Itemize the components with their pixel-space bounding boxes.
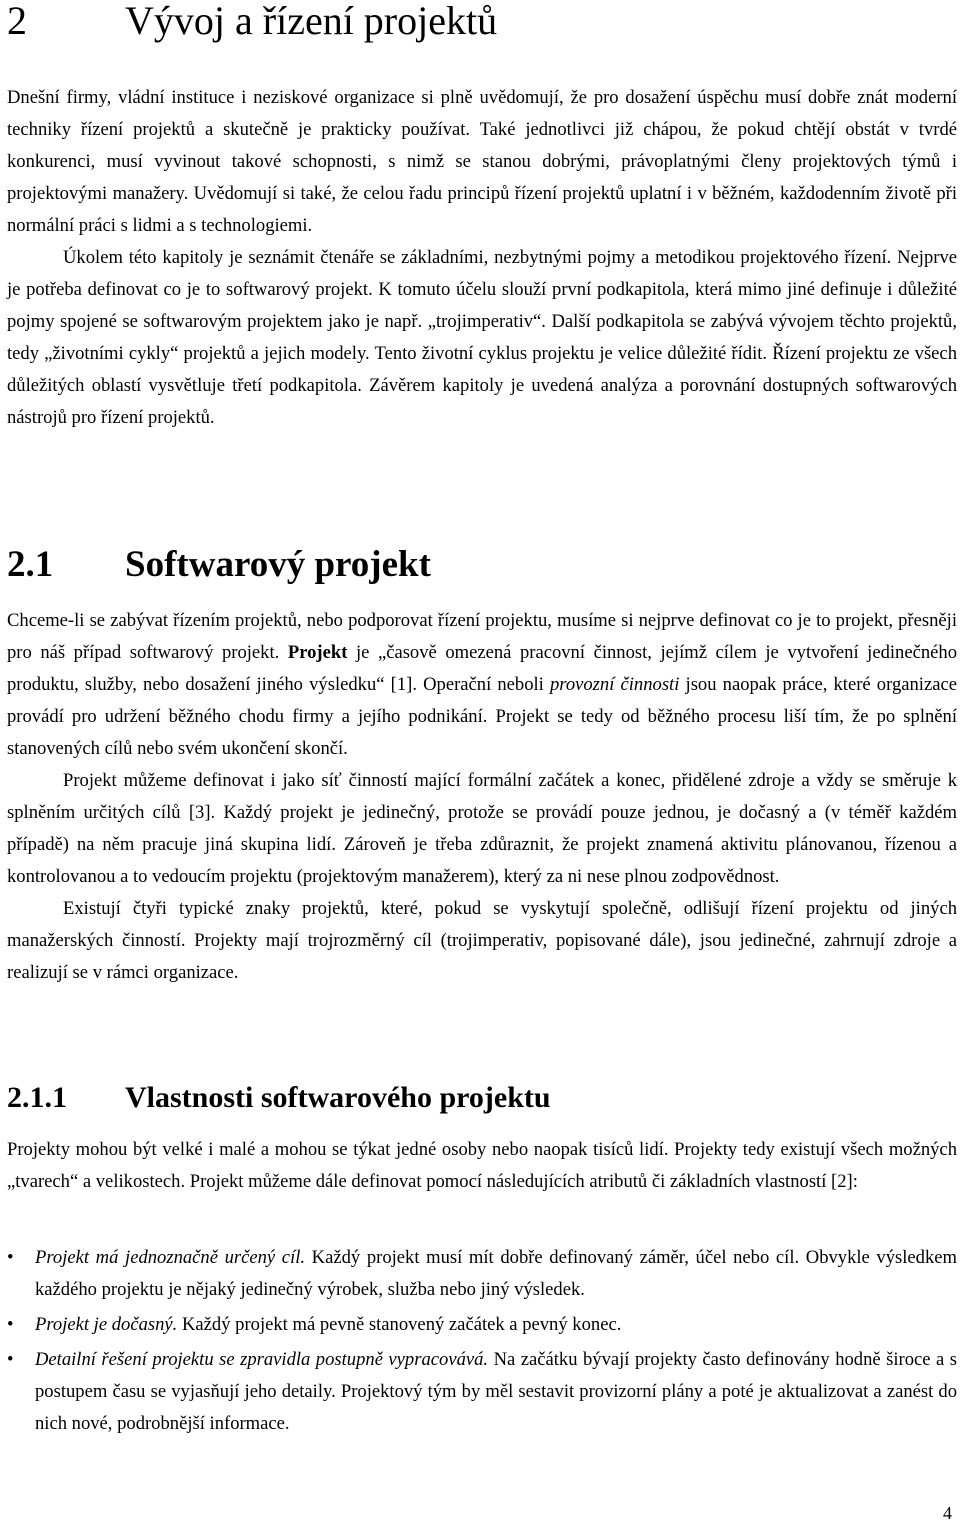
item-text: Na začátku bývají projekty často definovány hodně široce a s postupem času se vyjasňují jeho detaily. Projektový tým by měl sestavit provizorní plány a poté je aktualizovat a zanést do nich nové, podrobnější informace. bbox=[35, 1349, 957, 1434]
section-2-1-paragraph-2: Projekt můžeme definovat i jako síť činností mající formální začátek a konec, přidělené zdroje a vždy se směruje k splněním určitých cílů [3]. Každý projekt je jedinečný, protože se provádí pouze jednou, je dočasný a (v téměř každém případě) na něm pracuje jiná skupina lidí. Zároveň je třeba zdůraznit, že projekt znamená aktivitu plánovanou, řízenou a kontrolovanou a to vedoucím projektu (projektovým manažerem), který za ni nese plnou zodpovědnost. bbox=[7, 770, 957, 887]
list-item bbox=[7, 1344, 957, 1440]
intro-text bbox=[7, 82, 957, 434]
intro-paragraph-2: Úkolem této kapitoly je seznámit čtenáře se základními, nezbytnými pojmy a metodikou projektového řízení. Nejprve je potřeba definovat co je to softwarový projekt. K tomuto účelu slouží první podkapitola, která mimo jiné definuje i důležité pojmy spojené se softwarovým projektem jako je např. „trojimperativ“. Další podkapitola se zabývá vývojem těchto projektů, tedy „životními cykly“ projektů a jejich modely. Tento životní cyklus projektu je velice důležité řídit. Řízení projektu ze všech důležitých oblastí vysvětluje třetí podkapitola. Závěrem kapitoly je uvedená analýza a porovnání dostupných softwarových nástrojů pro řízení projektů. bbox=[7, 247, 957, 428]
section-number: 2.1 bbox=[7, 544, 54, 585]
section-heading-2-1-1 bbox=[7, 1081, 551, 1115]
item-italic: Detailní řešení projektu se zpravidla postupně vypracovává. bbox=[35, 1349, 489, 1370]
subsection-number: 2.1.1 bbox=[7, 1081, 67, 1114]
list-item bbox=[7, 1242, 957, 1306]
text-run: jsou naopak práce, které organizace provádí pro udržení běžného chodu firmy a jejího podnikání. Projekt se tedy od běžného procesu liší tím, že po splnění stanovených cílů nebo svém ukončení skončí. bbox=[7, 674, 957, 759]
attributes-list bbox=[7, 1242, 957, 1443]
italic-term: provozní činnosti bbox=[549, 674, 680, 695]
bullet-icon: • bbox=[7, 1247, 14, 1268]
item-text: Každý projekt má pevně stanovený začátek a pevný konec. bbox=[177, 1314, 622, 1335]
item-italic: Projekt je dočasný. bbox=[35, 1314, 178, 1335]
section-2-1-paragraph-3: Existují čtyři typické znaky projektů, které, pokud se vyskytují společně, odlišují řízení projektu od jiných manažerských činností. Projekty mají trojrozměrný cíl (trojimperativ, popisované dále), jsou jedinečné, zahrnují zdroje a realizují se v rámci organizace. bbox=[7, 898, 957, 983]
chapter-title: Vývoj a řízení projektů bbox=[125, 0, 498, 43]
bold-term: Projekt bbox=[287, 642, 348, 663]
section-2-1-1-text bbox=[7, 1134, 957, 1198]
chapter-heading bbox=[7, 0, 497, 44]
chapter-number: 2 bbox=[7, 0, 27, 43]
section-2-1-1-paragraph-1: Projekty mohou být velké i malé a mohou se týkat jedné osoby nebo naopak tisíců lidí. Projekty tedy existují všech možných „tvarech“ a velikostech. Projekt můžeme dále definovat pomocí následujících atributů či základních vlastností [2]: bbox=[7, 1139, 957, 1192]
text-run: Chceme-li se zabývat řízením projektů, nebo podporovat řízení projektu, musíme si nejprve definovat co je to projekt, přesněji pro náš případ softwarový projekt. bbox=[7, 610, 957, 663]
subsection-title: Vlastnosti softwarového projektu bbox=[125, 1081, 551, 1114]
item-italic: Projekt má jednoznačně určený cíl. bbox=[35, 1247, 306, 1268]
section-2-1-paragraph-1 bbox=[7, 605, 957, 765]
section-title: Softwarový projekt bbox=[125, 544, 431, 585]
section-heading-2-1 bbox=[7, 543, 431, 586]
section-2-1-text bbox=[7, 605, 957, 989]
bullet-icon: • bbox=[7, 1314, 14, 1335]
list-item bbox=[7, 1309, 957, 1341]
page-number: 4 bbox=[943, 1503, 952, 1523]
intro-paragraph-1: Dnešní firmy, vládní instituce i neziskové organizace si plně uvědomují, že pro dosažení úspěchu musí dobře znát moderní techniky řízení projektů a skutečně je prakticky používat. Také jednotlivci již chápou, že pokud chtějí obstát v tvrdé konkurenci, musí vyvinout takové schopnosti, s nimž se stanou dobrými, právoplatnými členy projektových týmů i projektovými manažery. Uvědomují si také, že celou řadu principů řízení projektů uplatní i v běžném, každodenním životě při normální práci s lidmi a s technologiemi. bbox=[7, 87, 957, 236]
item-text: Každý projekt musí mít dobře definovaný záměr, účel nebo cíl. Obvykle výsledkem každého projektu je nějaký jedinečný výrobek, služba nebo jiný výsledek. bbox=[35, 1247, 957, 1300]
bullet-icon: • bbox=[7, 1349, 14, 1370]
text-run: je „časově omezená pracovní činnost, jejímž cílem je vytvoření jedinečného produktu, služby, nebo dosažení jiného výsledku“ [1]. Operační neboli bbox=[7, 642, 957, 695]
